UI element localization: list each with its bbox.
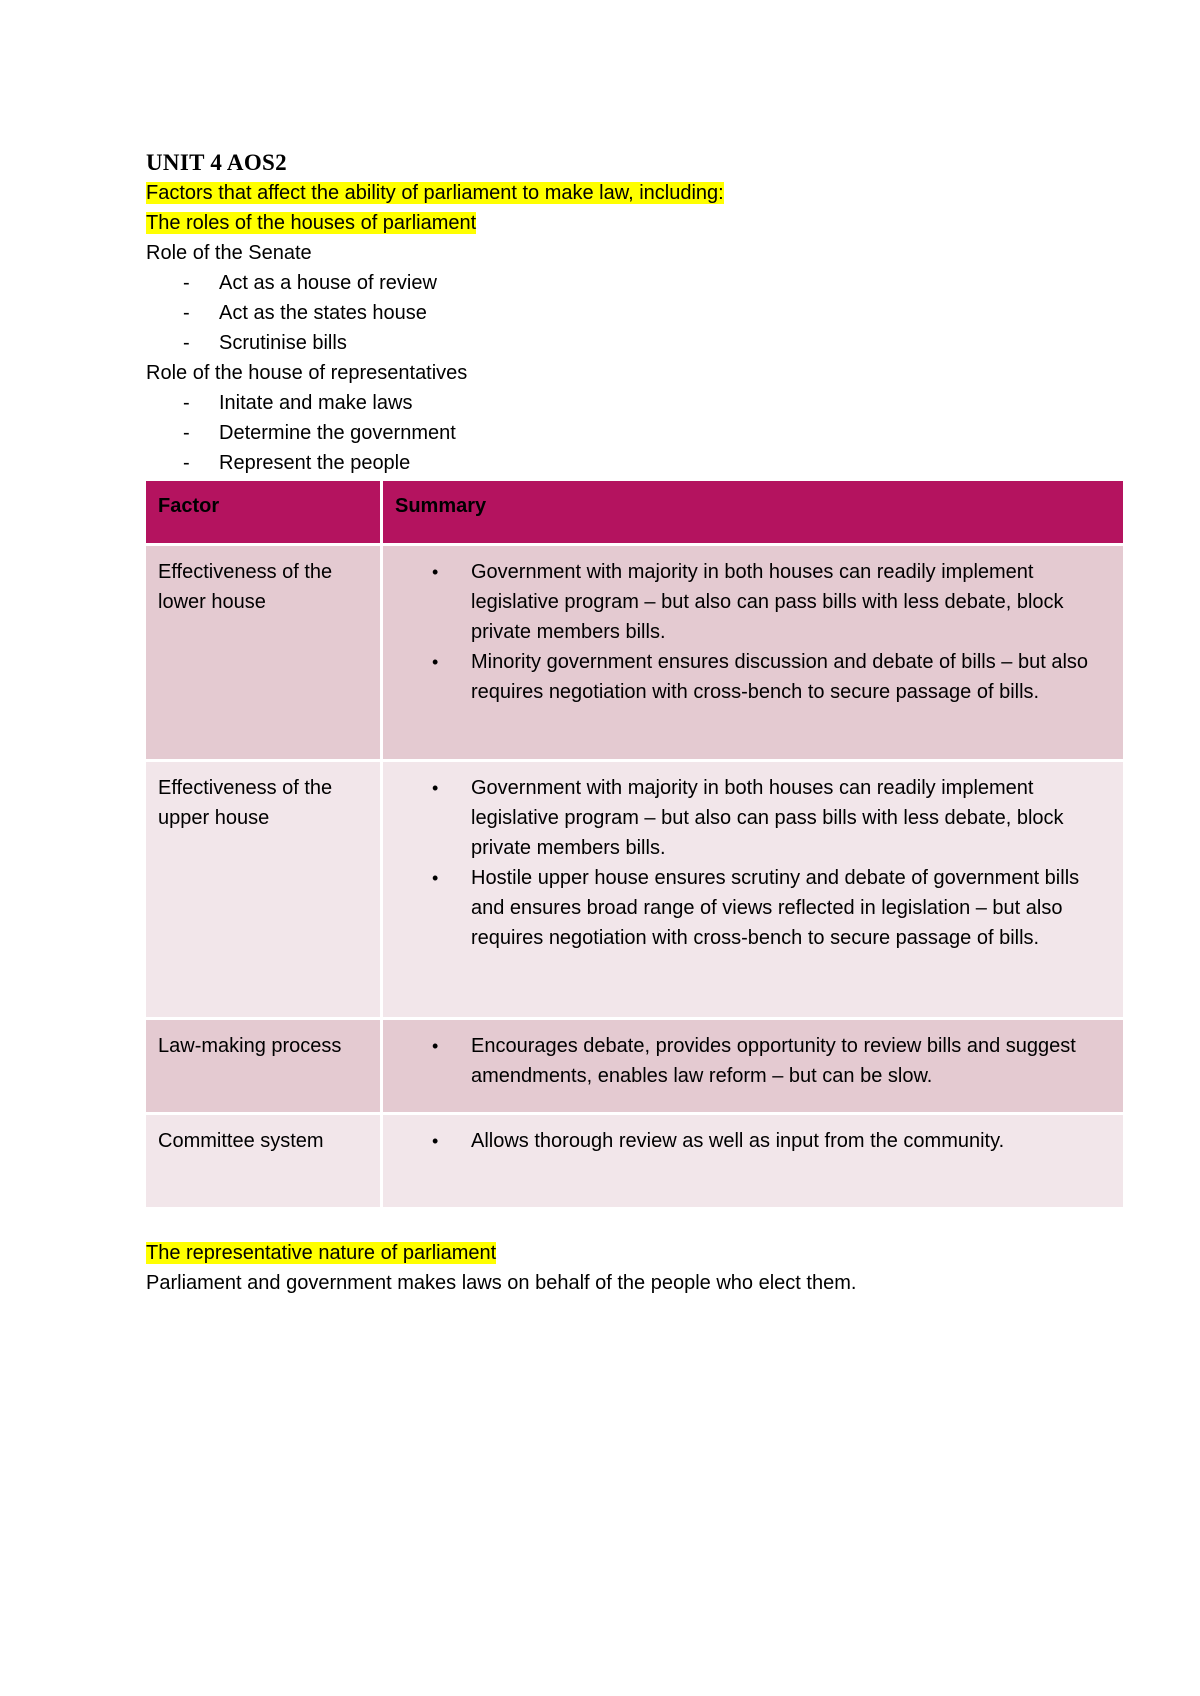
factor-cell: Law-making process (146, 1020, 380, 1112)
list-item-text: Initate and make laws (219, 392, 413, 414)
senate-label: Role of the Senate (146, 242, 312, 264)
factors-table (143, 478, 1126, 1210)
dash-marker: - (183, 302, 190, 324)
table-row (146, 1115, 1123, 1207)
header-factor: Factor (146, 481, 380, 543)
document-title: UNIT 4 AOS2 (146, 150, 287, 175)
highlighted-heading-roles: The roles of the houses of parliament (146, 212, 477, 234)
table-row (146, 1020, 1123, 1112)
list-item-text: Scrutinise bills (219, 332, 347, 354)
summary-point-text: Government with majority in both houses can readily implement legislative program – but also can pass bills with less debate, block private members bills. (471, 561, 1064, 643)
factor-cell: Committee system (146, 1115, 380, 1207)
summary-list (395, 557, 1111, 707)
summary-list (395, 1126, 1111, 1156)
summary-cell (383, 546, 1123, 759)
house-label: Role of the house of representatives (146, 362, 468, 384)
highlighted-heading-representative: The representative nature of parliament (146, 1242, 497, 1264)
summary-point (395, 647, 1111, 707)
summary-point-text: Allows thorough review as well as input from the community. (471, 1130, 1005, 1152)
representative-paragraph: Parliament and government makes laws on behalf of the people who elect them. (146, 1272, 857, 1294)
heading-factors (146, 178, 1126, 208)
list-item-text: Act as the states house (219, 302, 427, 324)
summary-cell (383, 762, 1123, 1017)
summary-point-text: Minority government ensures discussion and debate of bills – but also requires negotiation with cross-bench to secure passage of bills. (471, 651, 1089, 703)
representative-section (146, 1238, 1126, 1298)
factor-cell: Effectiveness of the lower house (146, 546, 380, 759)
summary-list (395, 773, 1111, 953)
summary-point-text: Hostile upper house ensures scrutiny and debate of government bills and ensures broad range of views reflected in legislation – but also requires negotiation with cross-bench to secure passage of bills. (471, 867, 1080, 949)
summary-list (395, 1031, 1111, 1091)
header-summary: Summary (383, 481, 1123, 543)
summary-cell (383, 1020, 1123, 1112)
table-row (146, 762, 1123, 1017)
table-row (146, 546, 1123, 759)
senate-list (146, 268, 1126, 358)
bullet-marker: • (432, 562, 439, 582)
highlighted-heading-factors: Factors that affect the ability of parliament to make law, including: (146, 182, 724, 204)
bullet-marker: • (432, 652, 439, 672)
dash-marker: - (183, 422, 190, 444)
bullet-marker: • (432, 868, 439, 888)
list-item-text: Represent the people (219, 452, 411, 474)
summary-cell (383, 1115, 1123, 1207)
list-item (146, 268, 1126, 298)
list-item (146, 418, 1126, 448)
list-item (146, 298, 1126, 328)
heading-roles (146, 208, 1126, 238)
dash-marker: - (183, 452, 190, 474)
summary-point (395, 863, 1111, 953)
dash-marker: - (183, 272, 190, 294)
summary-point (395, 557, 1111, 647)
list-item-text: Determine the government (219, 422, 456, 444)
summary-point-text: Government with majority in both houses can readily implement legislative program – but also can pass bills with less debate, block private members bills. (471, 777, 1064, 859)
dash-marker: - (183, 392, 190, 414)
summary-point (395, 1031, 1111, 1091)
summary-point-text: Encourages debate, provides opportunity to review bills and suggest amendments, enables law reform – but can be slow. (471, 1035, 1076, 1087)
summary-point (395, 773, 1111, 863)
summary-point (395, 1126, 1111, 1156)
list-item (146, 388, 1126, 418)
heading-representative (146, 1238, 1126, 1268)
list-item (146, 448, 1126, 478)
factor-cell: Effectiveness of the upper house (146, 762, 380, 1017)
house-list (146, 388, 1126, 478)
document-content (146, 148, 1126, 1298)
bullet-marker: • (432, 1131, 439, 1151)
list-item (146, 328, 1126, 358)
bullet-marker: • (432, 1036, 439, 1056)
table-header-row (146, 481, 1123, 543)
bullet-marker: • (432, 778, 439, 798)
dash-marker: - (183, 332, 190, 354)
list-item-text: Act as a house of review (219, 272, 437, 294)
